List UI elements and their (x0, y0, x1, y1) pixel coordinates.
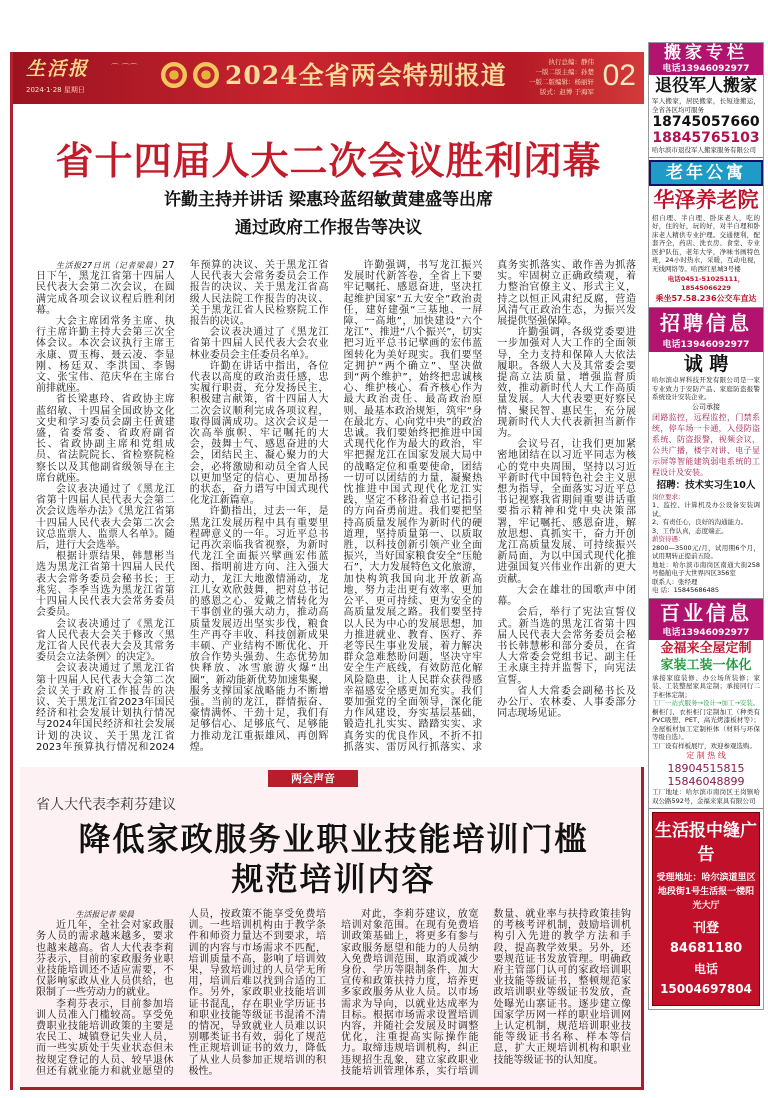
paragraph: 李莉芬表示，目前参加培训人员准入门槛较高。享受免费职业技能培训政策的主要是农民工、城镇登记失业人员，而一些实质处于失业状态但未按规定登记的人员、较早退休但还有就业能力和就业愿望的人员，按政策不能享受免费培训。一些培训机构由于教学条件和师资力量达不到要求，培训的内容与市场需求不匹配，培训质量不高，影响了培训效果，导致培训过的人员学无所用，培训后难以找到合适的工作。另外，家政职业技能培训证书混乱，存在职业学历证书和职业技能等级证书混淆不清的情况，导致就业人员难以识别哪类证书有效，弱化了规范性正规培训证书的效力，降低了从业人员参加正规培训的积极性。 (36, 908, 326, 1077)
page-frame (10, 52, 644, 1090)
paragraph: 会议表决通过了《黑龙江省人民代表大会关于修改〈黑龙江省人民代表大会及其常务委员会立法条例〉的决定》。 (36, 618, 175, 664)
subheadline: 许勤主持并讲话 梁惠玲蓝绍敏黄建盛等出席 (164, 190, 493, 210)
paragraph: 会议号召，让我们更加紧密地团结在以习近平同志为核心的党中央周围，坚持以习近平新时代中国特色社会主义思想为指导，全面落实习近平总书记视察我省期间重要讲话重要指示精神和党中央决策部署，牢记嘱托、感恩奋进，解放思想、真抓实干，奋力开创龙江高质量发展、可持续振兴新局面，为以中国式现代化推进强国复兴伟业作出新的更大贡献。 (497, 439, 636, 585)
ad-title: 华泽养老院 (653, 187, 759, 212)
ad-req: 2、有责任心，良好的沟通能力。 (652, 518, 748, 526)
ad-contact: 联系人：张经理 (652, 577, 698, 586)
ad-desc: 承接家庭装修、办公场所装修；家装、工装整屋家具定制；承接同行二手柜体定制； (652, 673, 760, 699)
ad-salary: 2800—3500元/月，试用期6个月，试用期转正提前五险。 (652, 543, 760, 560)
ad-address: 受理地址：哈尔滨道里区地段街1号生活报一楼阳光大厅 (656, 873, 756, 911)
ad-desc: 工厂一站式服务→设计→加工→安装。 (652, 699, 760, 707)
ad-title: 金福来全屋定制 (660, 640, 752, 656)
byline: 生活报记者 梁晨 (75, 909, 135, 919)
ad-header: 搬家专栏 (649, 43, 763, 64)
ad-classified (652, 812, 760, 1006)
credit-line: 执行总编：静伟 (548, 58, 594, 66)
paragraph-text: 27日下午，黑龙江省第十四届人民代表大会第二次会议，在圆满完成各项会议议程后胜利闭幕。 (36, 260, 175, 316)
paragraph: 近几年，全社会对家政服务人员的需求越来越多，要求也越来越高。省人大代表李莉芬表示，目前的家政服务业职业技能培训还不适应需要，不仅影响家政从业人员供给，也限制了一些劳动力的就业。 (36, 920, 174, 999)
ad-phone: 18845765103 (652, 130, 760, 146)
ad-jobs (649, 308, 763, 599)
ad-label: 薪资待遇： (652, 535, 685, 543)
banner-title: 2024全省两会特别报道 (225, 61, 507, 90)
ad-header: 老年公寓 (649, 160, 763, 186)
ad-bus: 乘坐57.58.236公交车直达 (655, 294, 757, 303)
paragraph: 会后，举行了宪法宣誓仪式。新当选的黑龙江省第十四届人民代表大会常务委员会秘书长韩慧彬和部分委员，在省人大常委会党组书记、副主任王永康主持并监誓下，向宪法宣誓。 (497, 607, 636, 686)
paragraph: 许勤指出，过去一年，是黑龙江发展历程中具有重要里程碑意义的一年。习近平总书记再次亲临我省视察，为新时代龙江全面振兴擘画宏伟蓝图、指明前进方向、注入强大动力，龙江大地激情涌动，龙江儿女欢欣鼓舞，把对总书记的感恩之心、爱戴之情转化为干事创业的强大动力，推动高质量发展迈出坚实步伐，粮食生产再夺丰收、科技创新成果丰硕、产业结构不断优化、开放合作势头强劲、生态优势加快释放、冰雪旅游火爆“出圈”，新动能新优势加速集聚，服务支撑国家战略能力不断增强。当前的龙江，群情振奋、豪情满怀、干劲十足，我们有足够信心、足够底气、足够能力推动龙江重振雄风、再创辉煌。 (189, 506, 329, 753)
ad-title: 家装工装一体化 (660, 657, 752, 673)
ad-sidebar (648, 42, 764, 1010)
article-body (36, 260, 636, 753)
page-banner (13, 52, 644, 104)
ad-phone: 电 话：15845686485 (652, 586, 720, 594)
paragraph: 许勤强调，书写龙江振兴发展时代新答卷，全省上下要牢记嘱托、感恩奋进，坚决扛起维护国家“五大安全”政治责任，建好建强“三基地、一屏障、一高地”，加快建设“六个龙江”、推进“八个振兴”，切实把习近平总书记擘画的宏伟蓝图转化为美好现实。我们要坚定拥护“两个确立”、坚决做到“两个维护”，始终把忠诚核心、维护核心、看齐核心作为最大政治责任、最高政治原则、最基本政治规矩，筑牢“身在最北方、心向党中央”的政治忠诚。我们要始终把推进中国式现代化作为最大的政治，牢牢把握龙江在国家发展大局中的战略定位和重要使命，团结一切可以团结的力量，凝聚热忱推进中国式现代化龙江实践，坚定不移沿着总书记指引的方向奋勇前进。我们要把坚持高质量发展作为新时代的硬道理，坚持质量第一、以质取胜，以科技创新引领产业全面振兴，当好国家粮食安全“压舱石”，大力发展特色文化旅游，加快构筑我国向北开放新高地，努力走出更有效率、更加公平、更可持续、更为安全的高质量发展之路。我们要坚持以人民为中心的发展思想，加力推进就业、教育、医疗、养老等民生事业发展，着力解决群众急难愁盼问题，坚决守牢安全生产底线，有效防范化解风险隐患，让人民群众获得感幸福感安全感更加充实。我们要加强党的全面领导，深化能力作风建设，夯实基层基础，锻造扎扎实实、踏踏实实、求真务实的优良作风，不折不扣抓落实、雷厉风行抓落实、求真务实抓落实、敢作善为抓落实。牢固树立正确政绩观，着力整治官僚主义、形式主义，持之以恒正风肃纪反腐，营造风清气正政治生态，为振兴发展提供坚强保障。 (343, 260, 636, 753)
subheadline: 通过政府工作报告等决议 (235, 218, 422, 238)
ad-desc: 工厂设有样板展厅，欢迎参观选购。 (652, 741, 756, 750)
ad-position: 招聘：技术实习生10人 (656, 479, 756, 491)
ad-phone: 18904515815 (667, 762, 745, 775)
ad-phone: 电话 15004697804 (660, 962, 752, 996)
ad-phone: 电话0451-51025111，18545066229 (667, 275, 745, 292)
ad-desc: 橱柜门、衣柜柜门定制加工（种类有PVC吸塑、PET、高光烤漆板材等）；全屋板材加工定制柜体（材料与环保等级自选）。 (652, 707, 760, 741)
paragraph: 许勤在讲话中指出，各位代表以高度的政治责任感，忠实履行职责，充分发扬民主，积极建言献策，省十四届人大二次会议顺利完成各项议程，取得圆满成功。这次会议是一次高举旗帜、牢记嘱托的大会，鼓舞士气、感恩奋进的大会，团结民主、凝心聚力的大会，必将激励和动员全省人民以更加坚定的信心、更加昂扬的状态，奋力谱写中国式现代化龙江新篇章。 (189, 360, 329, 507)
paragraph (36, 260, 175, 316)
paragraph: 大会在雄壮的国歌声中闭幕。 (497, 584, 636, 608)
ad-desc: 军人搬家，居民搬家，长短途搬运，全省各区均可服务 (652, 97, 760, 114)
ad-label: 岗位要求： (652, 492, 685, 501)
ad-title: 生活报中缝广告 (655, 821, 757, 865)
ad-intro: 哈尔滨卓昇科技开发有限公司是一家专业致力于安防产品、家庭防盗报警系统设计安装企业。 (652, 376, 760, 401)
ad-phone: 电话13946092977 (649, 627, 763, 640)
credit-line: 一版二版编辑：杨丽轩 (529, 78, 594, 86)
ad-company: 哈尔滨市退役军人搬家服务有限公司 (652, 146, 756, 154)
ad-title: 诚 聘 (683, 353, 729, 375)
paragraph: 对此，李莉芬建议，放宽培训对象范围。在现有免费培训政策基础上，将更多有参与家政服务愿望和能力的人员纳入免费培训范围，取消或减少身份、学历等限制条件，加大宣传和政策扶持力度，培养更多家政服务从业人员。以市场需求为导向，以就业达成率为目标。根据市场需求设置培训内容，并随社会发展及时调整优化，注重提高实际操作能力。取缔违规培训机构，纠正违规招生乱象，建立家政职业技能培训管理体系，实行培训数量、就业率与扶持政策挂钩的考核考评机制，鼓励培训机构引入先进的教学方法和手段，提高教学效果。另外，还要规范证书发放管理。明确政府主管部门认可的家政培训职业技能等级证书，整顿规范家政培训职业等级证书发放，查处曝光山寨证书。逐步建立像国家学历网一样的职业培训网上认定机制，规范培训职业技能等级证书名称、样本等信息，扩大正规培训机构和职业技能等级证书的认知度。 (341, 908, 631, 1077)
ad-business (649, 599, 763, 810)
paragraph: 大会主席团常务主席、执行主席许勤主持大会第三次全体会议。本次会议执行主席王永康、贾玉梅、聂云凌、李显刚、杨廷双、李洪国、李锡文、张宝伟、范庆华在主席台前排就座。 (36, 316, 175, 395)
ad-elderly (649, 160, 763, 309)
paragraph: 根据计票结果，韩慧彬当选为黑龙江省第十四届人民代表大会常务委员会秘书长；王兆宪、李季当选为黑龙江省第十四届人民代表大会常务委员会委员。 (36, 551, 175, 619)
issue-date: 2024·1·28 星期日 (26, 86, 85, 94)
ad-moving (649, 43, 763, 158)
editor-credits (529, 57, 594, 97)
paragraph: 许勤强调，各级党委要进一步加强对人大工作的全面领导，全力支持和保障人大依法履职。各级人大及其常委会要提高立法质量，增强监督质效，推动新时代人大工作高质量发展。人大代表要更好察民情、聚民智、惠民生，充分展现新时代人大代表新担当新作为。 (497, 327, 636, 440)
ad-desc: 招自理、半自理、卧床老人，吃的好，住的好，玩的好，对半自理和卧床老人精供专业护理。交通便利，配套齐全，药店、洗衣房、食堂、专业医护队伍，老年大学，净味书画特色班，24小时热水，采暖，互动电视，无线网络等。哈西红星城3号楼 (652, 213, 760, 273)
article-title (36, 819, 631, 899)
paragraph: 省人大常委会副秘书长及办公厅、农林委、人事委部分同志现场见证。 (497, 685, 636, 720)
birds-decoration-icon: ⌒ ⌒⌒ (111, 63, 138, 72)
paragraph: 会议表决通过了《黑龙江省第十四届人民代表大会农业林业委员会主任委员名单》。 (189, 327, 329, 361)
cppcc-emblem-icon (193, 62, 219, 88)
ad-title: 退役军人搬家 (655, 76, 757, 96)
ad-phone: 电话13946092977 (649, 338, 763, 352)
ad-phone: 18745057660 (652, 114, 760, 130)
ad-phone: 电话13946092977 (649, 64, 763, 75)
paragraph: 会议表决通过了黑龙江省第十四届人民代表大会第二次会议关于政府工作报告的决议、关于黑龙江省2023年国民经济和社会发展计划执行情况与2024年国民经济和社会发展计划的决议、关于黑龙江省2023年预算执行情况和2024年预算的决议、关于黑龙江省人民代表大会常务委员会工作报告的决议、关于黑龙江省高级人民法院工作报告的决议、关于黑龙江省人民检察院工作报告的决议。 (36, 260, 329, 753)
credit-line: 版式：赵博 于海军 (539, 88, 594, 96)
ad-header: 百业信息 (649, 599, 763, 627)
ad-phone: 15846048899 (667, 775, 745, 788)
paragraph: 省长梁惠玲、省政协主席蓝绍敏、十四届全国政协文化文史和学习委员会副主任黄建盛，省委常委、省政府副省长、省政协副主席和党组成员、省法院院长、省检察院检察长以及其他副省级领导在主席台就座。 (36, 394, 175, 484)
title-line: 规范培训内容 (231, 859, 436, 898)
byline: 生活报27日讯（记者梁晨） (56, 261, 163, 270)
ad-address: 工厂地址：哈尔滨市南岗区王岗镇哈双公路592号，金福来家具有限公司 (652, 788, 760, 805)
ad-business: 闭路监控，远程监控，门禁系统，停车场一卡通，入侵防盗系统、防盗报警，视频会议，公共广播，楼宇对讲、电子显示屏等智能建筑弱电系统的工程设计及安装。 (652, 412, 760, 477)
ad-header: 招聘信息 (649, 308, 763, 338)
headline: 省十四届人大二次会议胜利闭幕 (55, 139, 602, 183)
newspaper-logo: 生活报 (26, 58, 90, 80)
ad-req: 1、监控、计算机及办公设备安装调试。 (652, 501, 760, 518)
ad-label: 公司承接 (692, 402, 720, 411)
ad-address: 地址：哈尔滨市南岗区南通大街258号船舶电子大世界四区356室 (652, 560, 760, 577)
article-body (36, 909, 631, 1077)
title-line: 降低家政服务业职业技能培训门槛 (78, 819, 589, 858)
credit-line: 一版二版主编：孙楚 (535, 68, 594, 76)
ad-phone: 刊登 84681180 (669, 921, 743, 956)
section-tag: 两会声音 (268, 770, 358, 787)
page-number: 02 (602, 59, 636, 92)
paragraph: 会议表决通过了《黑龙江省第十四届人民代表大会第二次会议选举办法》《黑龙江省第十四届人民代表大会第二次会议总监票人、监票人名单》。随后，进行大会选举。 (36, 484, 175, 552)
section-box (20, 767, 644, 1090)
ad-label: 定 制 热 线 (686, 751, 726, 760)
national-emblem-icon (161, 62, 187, 88)
ad-req: 3、工作认真，态度端正。 (652, 526, 728, 535)
article-kicker: 省人大代表李莉芬建议 (36, 796, 176, 813)
